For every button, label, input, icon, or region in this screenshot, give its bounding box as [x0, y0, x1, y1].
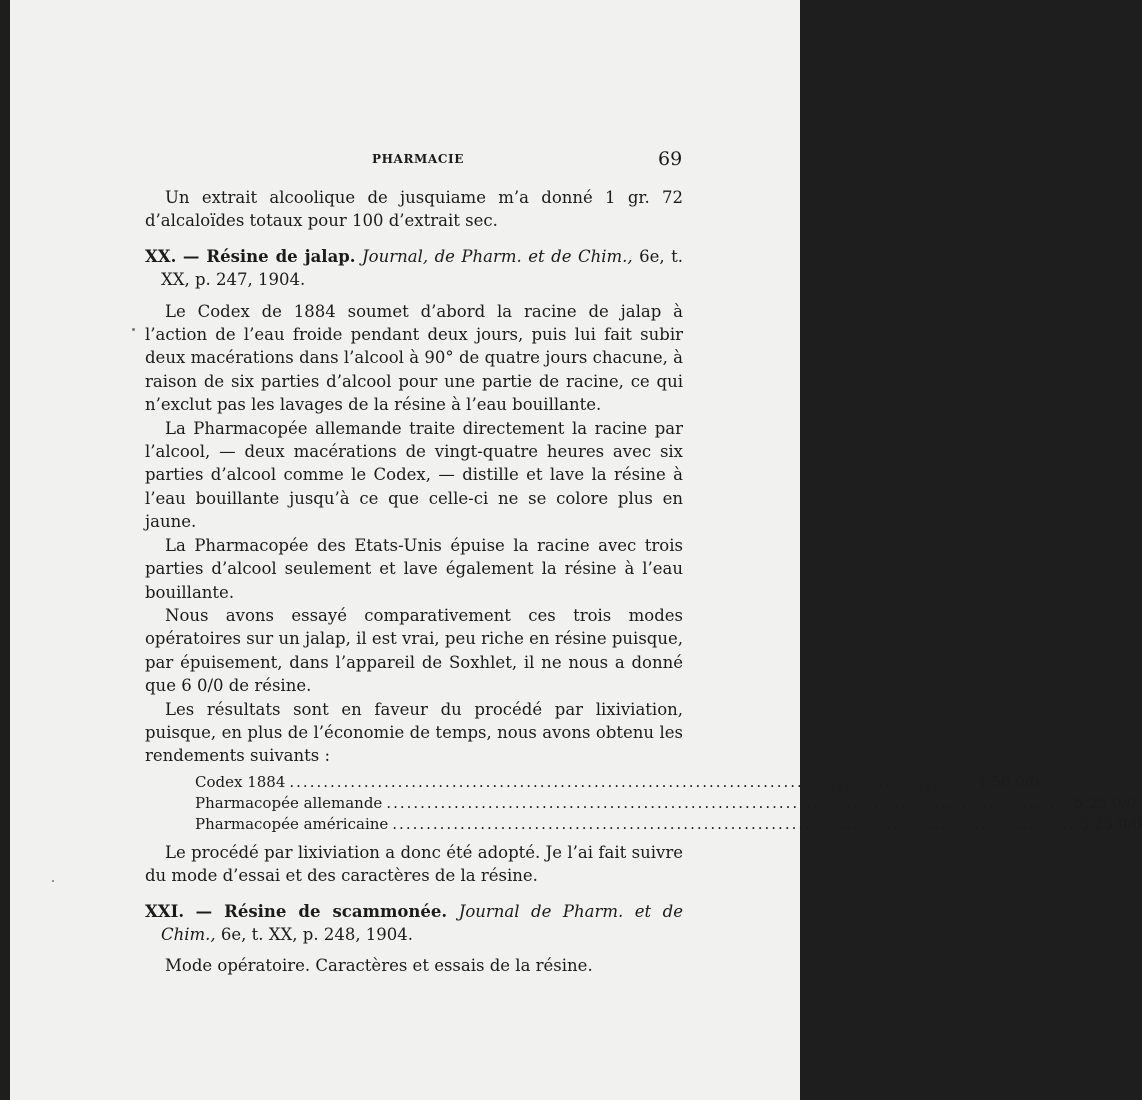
reference-xx — [145, 245, 683, 292]
reference-title: — Résine de jalap. — [182, 246, 356, 266]
yields-table — [195, 772, 1142, 835]
row-label: Pharmacopée américaine — [195, 814, 389, 833]
page-header — [0, 150, 800, 174]
reference-number: XXI. — [145, 901, 185, 921]
reference-journal: Journal de Pharm. et de Chim., — [161, 901, 683, 944]
reference-details: 6e, t. XX, p. 248, 1904. — [215, 924, 414, 944]
leader-dots: ..................................................................................................... — [386, 793, 1070, 812]
running-title: PHARMACIE — [372, 152, 464, 166]
speck — [52, 880, 54, 882]
reference-journal: Journal, de Pharm. et de Chim., — [362, 246, 633, 266]
leader-dots: ..................................................................................................... — [289, 772, 973, 791]
paragraph-3: La Pharmacopée allemande traite directement la racine par l’alcool, — deux macérations de vingt-quatre heures avec six parties d’alcool comme le Codex, — distille et lave la résine à l’eau bouillante jusqu’à ce que celle-ci ne se colore plus en jaune. — [145, 418, 683, 532]
row-value: 5,25 0/0 — [1079, 814, 1142, 833]
reference-number: XX. — [145, 246, 177, 266]
paragraph-1: Un extrait alcoolique de jusquiame m’a donné 1 gr. 72 d’alcaloïdes totaux pour 100 d’extrait sec. — [145, 188, 683, 231]
speck — [132, 328, 135, 331]
row-value: 4,50 0/0 — [976, 772, 1040, 791]
table-row — [195, 793, 1137, 814]
paragraph-4: La Pharmacopée des Etats-Unis épuise la racine avec trois parties d’alcool seulement et lave également la résine à l’eau bouillante. — [145, 535, 683, 602]
paragraph-6: Les résultats sont en faveur du procédé par lixiviation, puisque, en plus de l’économie de temps, nous avons obtenu les rendements suivants : — [145, 699, 683, 766]
body-text — [145, 186, 1142, 978]
table-row — [195, 772, 1040, 793]
row-label: Pharmacopée allemande — [195, 793, 383, 812]
table-row — [195, 814, 1142, 835]
row-label: Codex 1884 — [195, 772, 286, 791]
paragraph-2: Le Codex de 1884 soumet d’abord la racine de jalap à l’action de l’eau froide pendant deux jours, puis lui fait subir deux macérations dans l’alcool à 90° de quatre jours chacune, à raison de six parties d’alcool pour une partie de racine, ce qui n’exclut pas les lavages de la résine à l’eau bouillante. — [145, 301, 683, 415]
paragraph-7: Le procédé par lixiviation a donc été adopté. Je l’ai fait suivre du mode d’essai et des caractères de la résine. — [145, 842, 683, 886]
reference-details: 6e, t. XX, p. 247, 1904. — [161, 246, 683, 290]
paragraph-5: Nous avons essayé comparativement ces trois modes opératoires sur un jalap, il est vrai, peu riche en résine puisque, par épuisement, dans l’appareil de Soxhlet, il ne nous a donné que 6 0/0 de résine. — [145, 605, 683, 696]
page-number: 69 — [658, 148, 683, 170]
reference-title: — Résine de scammonée. — [195, 901, 448, 921]
paragraph-8: Mode opératoire. Caractères et essais de la résine. — [165, 956, 593, 976]
reference-xxi — [145, 900, 683, 947]
row-value: 5,25 0/0 — [1073, 793, 1137, 812]
leader-dots: ..................................................................................................... — [392, 814, 1076, 833]
